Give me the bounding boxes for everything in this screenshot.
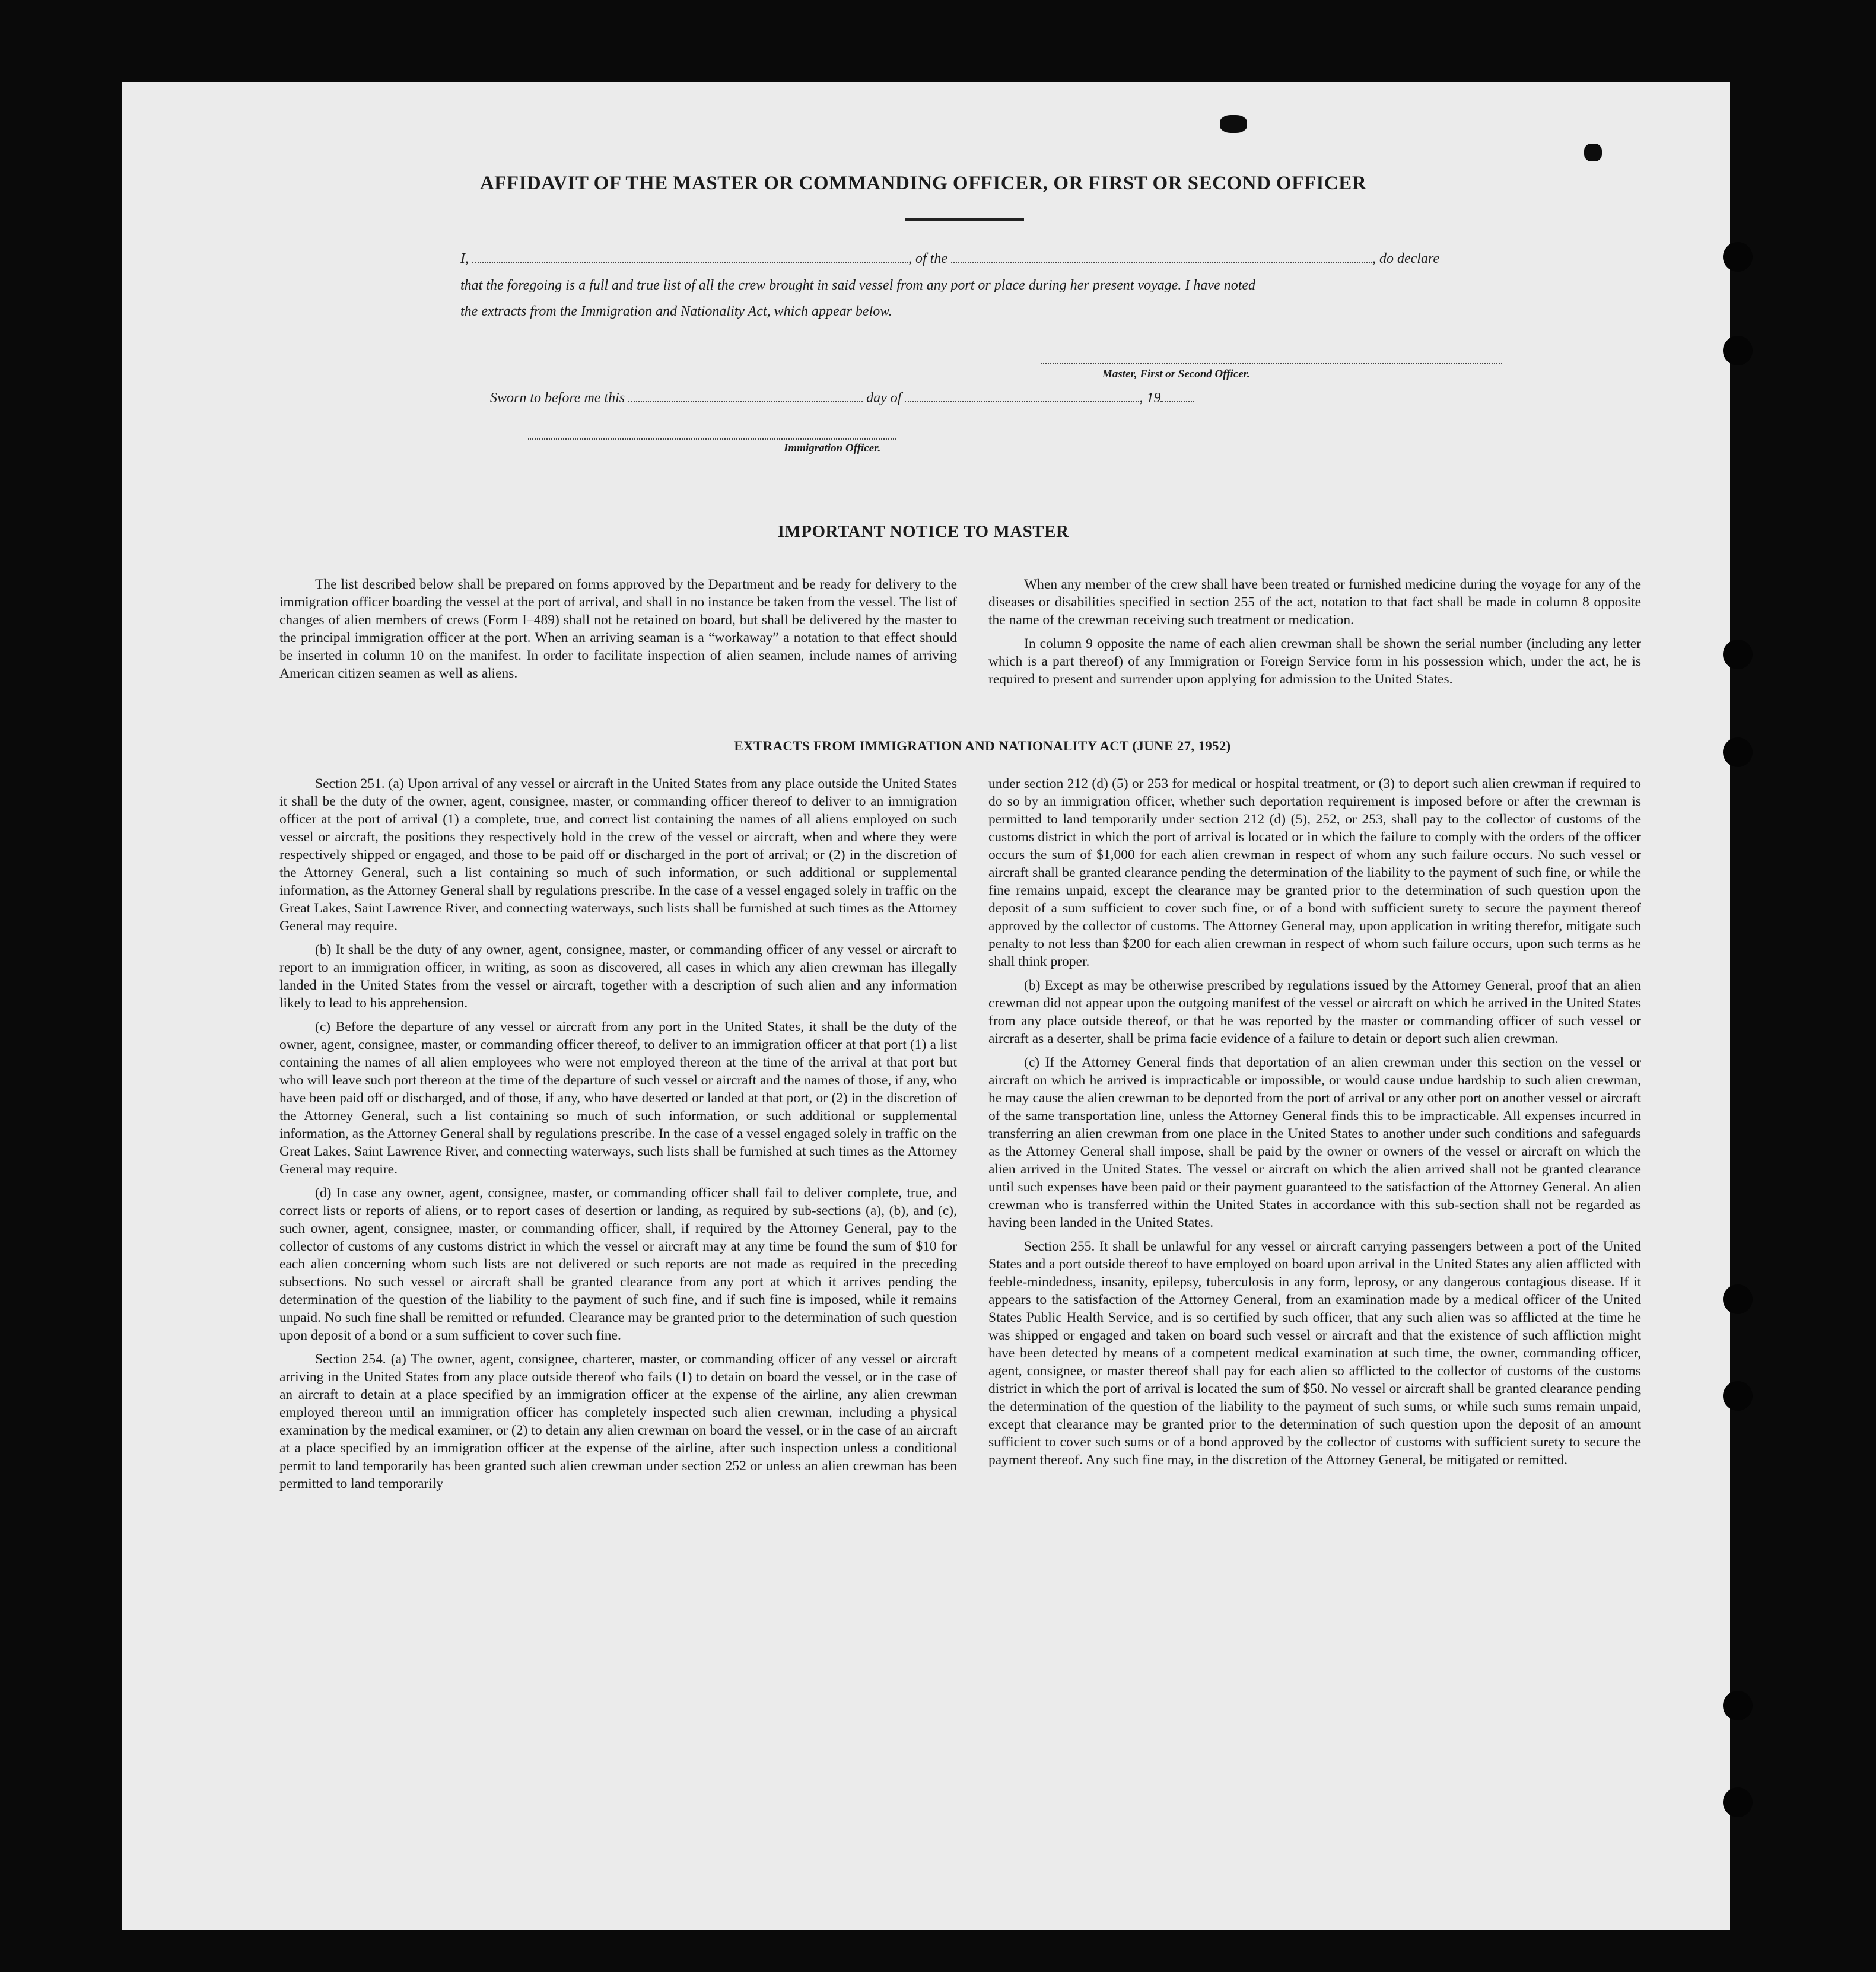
affidavit-line-1 [460, 251, 1623, 267]
sworn-day-of: day of [866, 390, 902, 406]
master-signature-line[interactable] [1041, 363, 1502, 364]
punch-hole [1723, 640, 1753, 669]
affidavit-line-2: that the foregoing is a full and true list of all the crew brought in said vessel from any port or place during her present voyage. I have noted [460, 278, 1256, 293]
notice-paragraph: When any member of the crew shall have been treated or furnished medicine during the voyage for any of the diseases or disabilities specified in section 255 of the act, notation to that fact shall be made in column 8 opposite the name of the crewman receiving such treatment or medication. [988, 577, 1641, 628]
affidavit-of-the: , of the [908, 251, 947, 266]
extract-paragraph: (b) Except as may be otherwise prescribed by regulations issued by the Attorney General, proof that an alien crewman did not appear upon the outgoing manifest of the vessel or aircraft on which he arrived in the United States from any place outside thereof, or that he was reported by the master or commanding officer of such vessel or aircraft as a deserter, shall be prima facie evidence of a failure to detain or deport such alien crewman. [988, 978, 1641, 1047]
extract-paragraph: (c) Before the departure of any vessel or aircraft from any port in the United States, it shall be the duty of the owner, agent, consignee, master, or commanding officer thereof, to deliver to an immigration officer at that port (1) a list containing the names of all alien employees who were not employed thereon at the time of the arrival at that port but who will leave such port thereon at the time of the departure of such vessel or aircraft and the names of those, if any, who have been paid off or discharged, and of those, if any, who have deserted or landed at that port, or (2) in the discretion of the Attorney General, such a list containing so much of such information, or such additional or supplemental information, as the Attorney General shall by regulations prescribe. In the case of a vessel engaged solely in traffic on the Great Lakes, Saint Lawrence River, and connecting waterways, such lists shall be furnished at such times as the Attorney General may require. [279, 1019, 957, 1177]
sworn-line [490, 390, 1653, 406]
immigration-officer-label: Immigration Officer. [784, 442, 881, 454]
extract-paragraph: (b) It shall be the duty of any owner, agent, consignee, master, or commanding officer of any vessel or aircraft to report to an immigration officer, in writing, as soon as discovered, all cases in which any alien crewman has illegally landed in the United States from the vessel or aircraft, together with a description of such alien and any information likely to lead to his apprehension. [279, 942, 957, 1011]
affidavit-title: AFFIDAVIT OF THE MASTER OR COMMANDING OFFICER, OR FIRST OR SECOND OFFICER [479, 173, 1367, 194]
sworn-month-blank[interactable] [905, 393, 1139, 402]
master-signature-label: Master, First or Second Officer. [1102, 368, 1250, 380]
affidavit-i: I, [460, 251, 469, 266]
ink-blot [1220, 115, 1247, 133]
title-rule [905, 218, 1024, 221]
extract-paragraph: Section 254. (a) The owner, agent, consignee, charterer, master, or commanding officer of any vessel or aircraft arriving in the United States from any place outside thereof who fails (1) to detain on board the vessel, or in the case of an aircraft to detain at a place specified by an immigration officer at the expense of the airline, any alien crewman employed thereon until an immigration officer has completely inspected such alien crewman, including a physical examination by the medical examiner, or (2) to detain any alien crewman on board the vessel, or in the case of an aircraft at a place specified by an immigration officer at the expense of the airline, after such inspection unless a conditional permit to land temporarily has been granted such alien crewman under section 252 or unless an alien crewman has been permitted to land temporarily [279, 1351, 957, 1491]
notice-paragraph: In column 9 opposite the name of each alien crewman shall be shown the serial number (including any letter which is a part thereof) of any Immigration or Foreign Service form in his possession which, under the act, he is required to present and surrender upon applying for admission to the United States. [988, 636, 1641, 687]
notice-left-column [279, 575, 957, 688]
document-page [122, 82, 1730, 1930]
notice-paragraph: The list described below shall be prepared on forms approved by the Department and be ready for delivery to the immigration officer boarding the vessel at the port of arrival, and shall in no instance be taken from the vessel. The list of changes of alien members of crews (Form I–489) shall not be retained on board, but shall be delivered by the master to the principal immigration officer at the port. When an arriving seaman is a “workaway” a notation to that effect should be inserted in column 10 on the manifest. In order to facilitate inspection of alien seamen, include names of arriving American citizen seamen as well as aliens. [279, 577, 957, 681]
immigration-officer-signature-line[interactable] [528, 438, 896, 440]
extracts-left-column [279, 775, 957, 1499]
sworn-day-blank[interactable] [628, 393, 863, 402]
vessel-blank[interactable] [951, 253, 1372, 263]
sworn-prefix: Sworn to before me this [490, 390, 625, 406]
affidavit-line-3: the extracts from the Immigration and Nationality Act, which appear below. [460, 304, 892, 319]
punch-hole [1723, 1381, 1753, 1411]
extracts-right-column [988, 775, 1641, 1475]
extract-paragraph: Section 255. It shall be unlawful for any vessel or aircraft carrying passengers between a port of the United States and a port outside thereof to have employed on board upon arrival in the United States any alien afflicted with feeble-mindedness, insanity, epilepsy, tuberculosis in any form, leprosy, or any dangerous contagious disease. If it appears to the satisfaction of the Attorney General, from an examination made by a medical officer of the United States Public Health Service, and is so certified by such officer, that any such alien was so afflicted at the time he was shipped or engaged and taken on board such vessel or aircraft and that the existence of such affliction might have been detected by means of a competent medical examination at such time, the owner, commanding officer, agent, consignee, or master thereof shall pay for each alien so afflicted to the collector of customs of the customs district in which the port of arrival is located the sum of $50. No vessel or aircraft shall be granted clearance pending the determination of the question of the liability to the payment of such sums, or while such sums remain unpaid, except that clearance may be granted prior to the determination of such question upon the deposit of an amount sufficient to cover such sums or of a bond approved by the collector of customs with sufficient surety to secure the payment thereof. Any such fine may, in the discretion of the Attorney General, be mitigated or remitted. [988, 1239, 1641, 1468]
punch-hole [1723, 737, 1753, 767]
punch-hole [1723, 1691, 1753, 1720]
extract-paragraph: Section 251. (a) Upon arrival of any vessel or aircraft in the United States from any place outside the United States it shall be the duty of the owner, agent, consignee, master, or commanding officer thereof to deliver to an immigration officer at the port of arrival (1) a complete, true, and correct list containing the names of all aliens employed on such vessel or aircraft, the positions they respectively hold in the crew of the vessel or aircraft, when and where they were respectively shipped or engaged, and those to be paid off or discharged in the port of arrival; or (2) in the discretion of the Attorney General, such a list containing so much of such information, or such additional or supplemental information, as the Attorney General shall by regulations prescribe. In the case of a vessel engaged solely in traffic on the Great Lakes, Saint Lawrence River, and connecting waterways, such lists shall be furnished at such times as the Attorney General may require. [279, 776, 957, 934]
punch-hole [1723, 1284, 1753, 1314]
extract-paragraph: under section 212 (d) (5) or 253 for medical or hospital treatment, or (3) to deport such alien crewman if required to do so by an immigration officer, whether such deportation requirement is imposed before or after the crewman is permitted to land temporarily under section 212 (d) (5), 252, or 253, shall pay to the collector of customs of the customs district in which the port of arrival is located or in which the failure to comply with the orders of the officer occurs the sum of $1,000 for each alien crewman in respect of whom any such failure occurs. No such vessel or aircraft shall be granted clearance pending the determination of the liability to the payment of such fine, or while the fine remains unpaid, except the clearance may be granted prior to the determination of such question upon the deposit of a sum sufficient to cover such fine, or of a bond with sufficient surety to secure the payment thereof approved by the collector of customs. The Attorney General may, upon application in writing therefor, mitigate such penalty to not less than $200 for each alien crewman in respect of whom such failure occurs, upon such terms as he shall think proper. [988, 776, 1641, 969]
sworn-year-blank[interactable] [1160, 393, 1194, 402]
notice-title: IMPORTANT NOTICE TO MASTER [777, 522, 1069, 541]
punch-hole [1723, 1787, 1753, 1817]
sworn-year: , 19 [1139, 390, 1161, 406]
punch-hole [1723, 242, 1753, 272]
extract-paragraph: (d) In case any owner, agent, consignee, master, or commanding officer shall fail to deliver complete, true, and correct lists or reports of aliens, or to report cases of desertion or landing, as required by sub-sections (a), (b), and (c), such owner, agent, consignee, master, or commanding officer, shall, if required by the Attorney General, pay to the collector of customs of any customs district in which the vessel or aircraft may at any time be found the sum of $10 for each alien concerning whom such lists are not delivered or such reports are not made as required in the preceding subsections. No such vessel or aircraft shall be granted clearance from any port at which it arrives pending the determination of the question of the liability to the payment of such fine, and if such fine is imposed, while it remains unpaid. No such fine shall be remitted or refunded. Clearance may be granted prior to the determination of such question upon deposit of a bond or a sum sufficient to cover such fine. [279, 1185, 957, 1343]
notice-right-column [988, 575, 1641, 694]
name-blank[interactable] [472, 253, 908, 263]
affidavit-do-declare: , do declare [1372, 251, 1440, 266]
extracts-title: EXTRACTS FROM IMMIGRATION AND NATIONALITY ACT (JUNE 27, 1952) [734, 739, 1231, 753]
punch-hole [1723, 336, 1753, 365]
extract-paragraph: (c) If the Attorney General finds that deportation of an alien crewman under this section on the vessel or aircraft on which he arrived is impracticable or impossible, or would cause undue hardship to such alien crewman, he may cause the alien crewman to be deported from the port of arrival or any other port on another vessel or aircraft of the same transportation line, unless the Attorney General finds this to be impracticable. All expenses incurred in transferring an alien crewman from one place in the United States to another under such conditions and safeguards as the Attorney General shall impose, shall be paid by the owner or owners of the vessel or aircraft on which the alien arrived in the United States. The vessel or aircraft on which the alien arrived shall not be granted clearance until such expenses have been paid or their payment guaranteed to the satisfaction of the Attorney General. An alien crewman who is transferred within the United States in accordance with this sub-section shall not be regarded as having been landed in the United States. [988, 1055, 1641, 1230]
ink-blot [1584, 144, 1602, 161]
